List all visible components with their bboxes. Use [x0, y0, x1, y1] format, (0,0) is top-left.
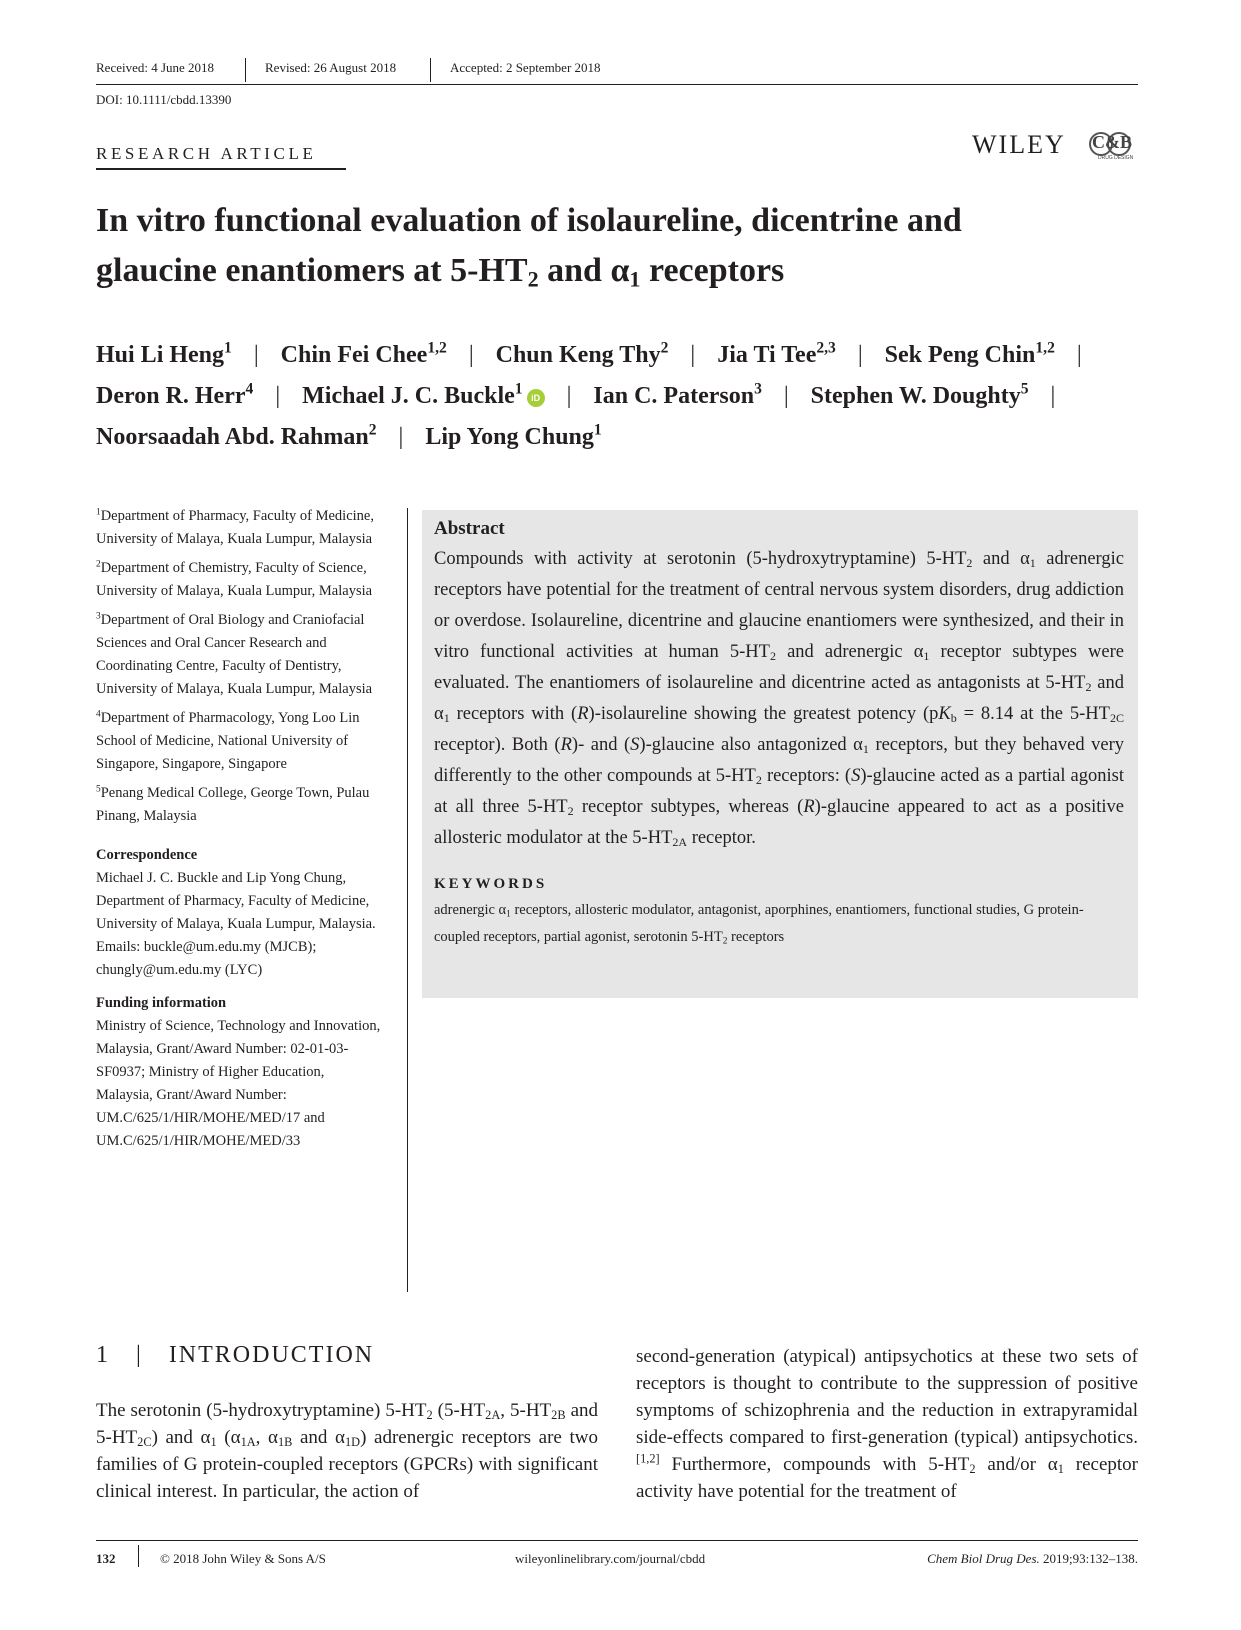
correspondence-heading: Correspondence: [96, 847, 198, 863]
keywords-heading: KEYWORDS: [434, 876, 548, 892]
journal-url[interactable]: wileyonlinelibrary.com/journal/cbdd: [515, 1551, 706, 1566]
citation-link[interactable]: [1,2]: [636, 1451, 660, 1466]
author-name[interactable]: Jia Ti Tee$^{2,3}$: [717, 339, 836, 368]
author-line-2: Deron R. Herr$^4$ | Michael J. C. Buckle$^1$iD | Ian C. Paterson$^3$ | Stephen W. Doughty$^5$ |: [96, 380, 1056, 409]
author-line-1: Hui Li Heng$^1$ | Chin Fei Chee$^{1,2}$ | Chun Keng Thy$^2$ | Jia Ti Tee$^{2,3}$ | Sek Peng Chin$^{1,2}$ |: [96, 339, 1082, 368]
revised-date: Revised: 26 August 2018: [265, 60, 397, 75]
author-name[interactable]: Michael J. C. Buckle$^1$: [302, 380, 523, 409]
journal-logo-subtext: DRUG DESIGN: [1098, 155, 1134, 161]
funding-heading: Funding information: [96, 995, 227, 1011]
received-date: Received: 4 June 2018: [96, 60, 215, 75]
affiliation: $^5$Penang Medical College, George Town, Pulau Pinang, Malaysia: [96, 784, 370, 824]
copyright: © 2018 John Wiley & Sons A/S: [160, 1551, 326, 1566]
author-name[interactable]: Chun Keng Thy$^2$: [495, 339, 669, 368]
article-type: RESEARCH ARTICLE: [96, 144, 317, 163]
header-divider: [430, 58, 431, 82]
intro-right-paragraph: second-generation (atypical) antipsychotics at these two sets of receptors is thought to contribute to the suppression of positive symptoms of schizophrenia and the reduction in extrapyramidal side-effects compared to first-generation (typical) antipsychotics.[1,2] Furthermore, compounds with $5-HT_2$ and/or $\alpha_1$ receptor activity have potential for the treatment of: [636, 1346, 1139, 1502]
author-name[interactable]: Stephen W. Doughty$^5$: [810, 380, 1029, 409]
correspondence-text: Michael J. C. Buckle and Lip Yong Chung, Department of Pharmacy, Faculty of Medicine, University of Malaya, Kuala Lumpur, Malaysia.: [96, 870, 376, 932]
author-name[interactable]: Ian C. Paterson$^3$: [593, 380, 762, 409]
abstract-text: Compounds with activity at serotonin (5-hydroxytryptamine) $5-HT_2$ and $\alpha_1$ adrenergic receptors have potential for the treatment of central nervous system disorders, drug addiction or overdose. Isolaureline, dicentrine and glaucine enantiomers were synthesized, and their in vitro functional activities at human $5-HT_2$ and adrenergic $\alpha_1$ receptor subtypes were evaluated. The enantiomers of isolaureline and dicentrine acted as antagonists at $5-HT_2$ and $\alpha_1$ receptors with (R)-isolaureline showing the greatest potency ($pK_b = 8.14$ at the $5-HT_{2C}$ receptor). Both (R)- and (S)-glaucine also antagonized $\alpha_1$ receptors, but they behaved very differently to the other compounds at $5-HT_2$ receptors: (S)-glaucine acted as a partial agonist at all three $5-HT_2$ receptor subtypes, whereas (R)-glaucine appeared to act as a positive allosteric modulator at the $5-HT_{2A}$ receptor.: [434, 549, 1125, 849]
funding-text: Ministry of Science, Technology and Innovation, Malaysia, Grant/Award Number: 02-01-03-SF0937; Ministry of Higher Education, Malaysia, Grant/Award Number: UM.C/625/1/HIR/MOHE/MED/17 and UM.C/625/1/HIR/MOHE/MED/33: [96, 1018, 381, 1149]
orcid-icon[interactable]: iD: [527, 389, 545, 407]
header-divider: [245, 58, 246, 82]
correspondence-emails[interactable]: Emails: buckle@um.edu.my (MJCB); chungly@um.edu.my (LYC): [96, 939, 317, 978]
affiliations-column: [96, 505, 381, 1159]
column-divider: [407, 508, 408, 1292]
article-title: In vitro functional evaluation of isolaureline, dicentrine and glaucine enantiomers at $5-HT_2$ and $\alpha_1$ receptors: [96, 202, 962, 292]
author-name[interactable]: Chin Fei Chee$^{1,2}$: [280, 339, 447, 368]
intro-left-paragraph: The serotonin (5-hydroxytryptamine) $5-HT_2$ ($5-HT_{2A}$, $5-HT_{2B}$ and $5-HT_{2C}$) and $\alpha_1$ ($\alpha_{1A}$, $\alpha_{1B}$ and $\alpha_{1D}$) adrenergic receptors are two families of G protein-coupled receptors (GPCRs) with significant clinical interest. In particular, the action of: [96, 1400, 599, 1502]
publisher-logo: WILEY: [972, 130, 1066, 159]
affiliation: $^1$Department of Pharmacy, Faculty of Medicine, University of Malaya, Kuala Lumpur, Malaysia: [96, 507, 374, 547]
article-type-underline: [96, 168, 346, 170]
footer-divider: [138, 1545, 139, 1567]
abstract-box: [422, 510, 1138, 998]
journal-logo-text: C&B: [1092, 132, 1132, 152]
accepted-date: Accepted: 2 September 2018: [450, 60, 601, 75]
author-name[interactable]: Deron R. Herr$^4$: [96, 380, 254, 409]
doi[interactable]: DOI: 10.1111/cbdd.13390: [96, 92, 232, 107]
citation: Chem Biol Drug Des. 2019;93:132–138.: [927, 1551, 1138, 1566]
author-name[interactable]: Hui Li Heng$^1$: [96, 339, 232, 368]
abstract-heading: Abstract: [434, 518, 505, 539]
affiliation: $^2$Department of Chemistry, Faculty of Science, University of Malaya, Kuala Lumpur, Malaysia: [96, 559, 373, 599]
affiliation: $^4$Department of Pharmacology, Yong Loo Lin School of Medicine, National University of Singapore, Singapore, Singapore: [96, 709, 360, 772]
journal-logo-icon: [1086, 128, 1136, 164]
section-heading: 1 | INTRODUCTION: [96, 1342, 375, 1368]
keywords-text: adrenergic $\alpha_1$ receptors, allosteric modulator, antagonist, aporphines, enantiomers, functional studies, G protein-coupled receptors, partial agonist, serotonin $5-HT_2$ receptors: [434, 902, 1084, 947]
author-name[interactable]: Sek Peng Chin$^{1,2}$: [884, 339, 1055, 368]
author-name[interactable]: Noorsaadah Abd. Rahman$^2$: [96, 421, 377, 450]
affiliation: $^3$Department of Oral Biology and Craniofacial Sciences and Oral Cancer Research and Coordinating Centre, Faculty of Dentistry, University of Malaya, Kuala Lumpur, Malaysia: [96, 611, 373, 697]
header-rule: [96, 84, 1138, 85]
author-name[interactable]: Lip Yong Chung$^1$: [425, 421, 602, 450]
page-number: 132: [96, 1551, 116, 1566]
author-line-3: Noorsaadah Abd. Rahman$^2$ | Lip Yong Chung$^1$: [96, 421, 602, 450]
footer-rule: [96, 1540, 1138, 1541]
